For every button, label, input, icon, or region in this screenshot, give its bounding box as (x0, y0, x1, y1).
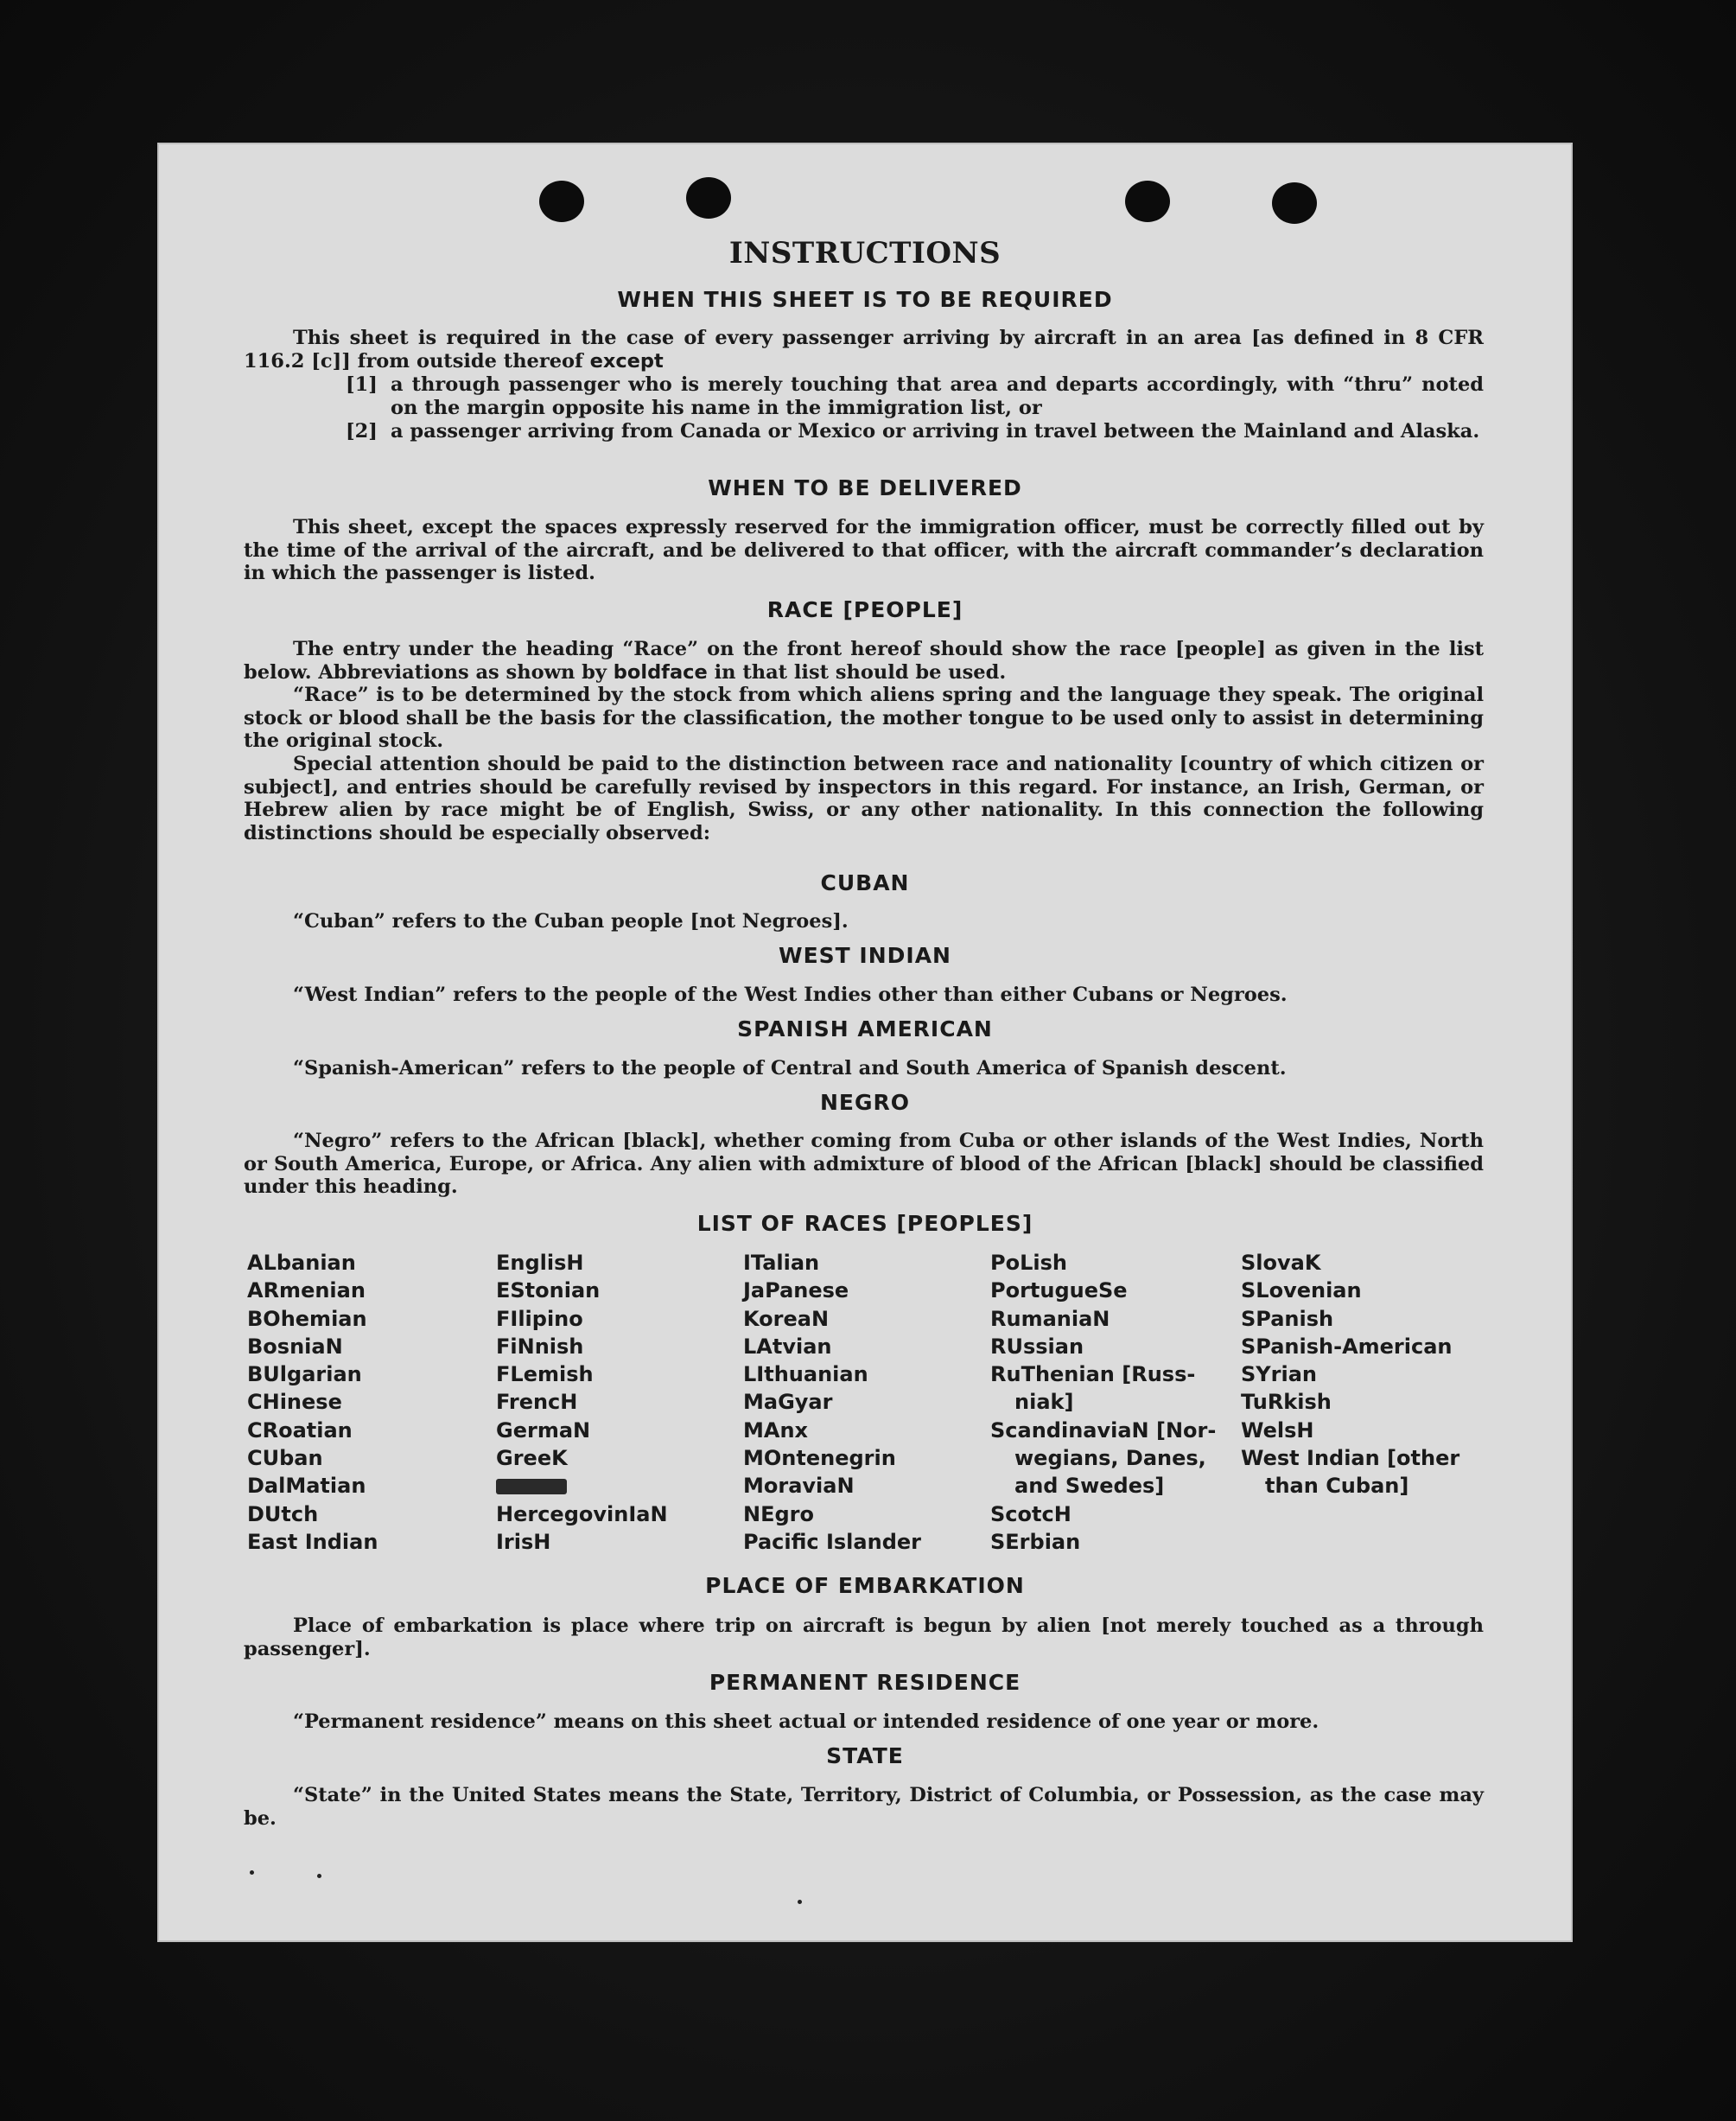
spanish-american-text (244, 1057, 1484, 1080)
race-entry: RuThenian [Russ- (990, 1362, 1196, 1387)
race-entry: GreeK (496, 1446, 568, 1471)
punch-hole (1125, 181, 1170, 222)
races-column-4 (990, 1249, 1216, 1556)
page-title: INSTRUCTIONS (728, 236, 1002, 271)
section-heading-races-list: LIST OF RACES [PEOPLES] (696, 1211, 1033, 1236)
race-paragraph-3 (244, 753, 1484, 844)
races-column-5 (1241, 1249, 1459, 1500)
race-entry: HercegovinIaN (496, 1501, 668, 1526)
race-entry: MOntenegrin (743, 1446, 896, 1471)
race-entry: niak] (1014, 1390, 1074, 1415)
race-entry: than Cuban] (1265, 1474, 1409, 1499)
race-entry: PoLish (990, 1251, 1067, 1275)
race-entry: SPanish (1241, 1306, 1334, 1331)
required-intro-text: This sheet is required in the case of every passenger arriving by aircraft in an area [as defined in 8 CFR 116.2 [c]] from outside thereof (244, 327, 1484, 373)
race-entry: LAtvian (743, 1334, 832, 1359)
state-text (244, 1784, 1484, 1830)
race-entry: FrencH (496, 1390, 578, 1415)
race-entry: CRoatian (247, 1417, 353, 1443)
race-entry: GermaN (496, 1417, 591, 1443)
section-heading-spanish-american: SPANISH AMERICAN (737, 1016, 993, 1041)
races-column-1 (247, 1249, 378, 1556)
race-paragraph-1 (244, 638, 1484, 684)
race-entry: SErbian (990, 1529, 1081, 1554)
punch-hole (539, 181, 584, 222)
race-entry: ScandinaviaN [Nor- (990, 1417, 1217, 1443)
race-entry: CHinese (247, 1390, 342, 1415)
negro-body: “Negro” refers to the African [black], whether coming from Cuba or other islands of the West Indies, North or South America, Europe, or Africa. Any alien with admixture of blood of the African [black] should be classified under this heading. (244, 1130, 1484, 1199)
instruction-sheet (157, 143, 1573, 1942)
dust-speck (250, 1870, 254, 1875)
race-entry: IrisH (496, 1529, 551, 1554)
race-entry: SYrian (1241, 1362, 1318, 1387)
race-entry: PortugueSe (990, 1278, 1128, 1303)
race-entry: CUban (247, 1446, 323, 1471)
item-text: a through passenger who is merely touching that area and departs accordingly, with “thru” noted on the margin opposite his name in the immigration list, or (391, 373, 1484, 419)
redaction-mark (496, 1479, 567, 1494)
item-number: [1] (346, 373, 378, 396)
section-heading-negro: NEGRO (819, 1090, 911, 1115)
section-heading-cuban: CUBAN (820, 870, 910, 895)
race-entry: KoreaN (743, 1306, 830, 1331)
section-heading-race: RACE [PEOPLE] (766, 597, 963, 622)
race-entry: EStonian (496, 1278, 601, 1303)
delivered-body: This sheet, except the spaces expressly reserved for the immigration officer, must be correctly filled out by the time of the arrival of the aircraft, and be delivered to that officer, with the aircraft commander’s declaration in which the passenger is listed. (244, 516, 1484, 585)
race-entry: LIthuanian (743, 1362, 868, 1387)
state-body: “State” in the United States means the State, Territory, District of Columbia, or Possession, as the case may be. (244, 1784, 1484, 1830)
race-entry: NEgro (743, 1501, 814, 1526)
race-entry: and Swedes] (1014, 1474, 1165, 1499)
punch-hole (1272, 182, 1317, 224)
race-entry: BosniaN (247, 1334, 343, 1359)
race-entry: MoraviaN (743, 1474, 855, 1499)
punch-hole (686, 177, 731, 219)
race-entry: SPanish-American (1241, 1334, 1453, 1359)
race-paragraph-2 (244, 684, 1484, 753)
race-entry: BOhemian (247, 1306, 367, 1331)
race-p3-text: Special attention should be paid to the distinction between race and nationality [country of which citizen or subject], and entries should be carefully revised by inspectors in this regard. For instance, an Irish, German, or Hebrew alien by race might be of English, Swiss, or any other nationality. In this connection the following distinctions should be especially observed: (244, 753, 1484, 844)
race-entry: RUssian (990, 1334, 1084, 1359)
race-entry: FIlipino (496, 1306, 583, 1331)
races-list (247, 1249, 1500, 1554)
race-entry: FLemish (496, 1362, 594, 1387)
race-p1-keyword: boldface (613, 660, 708, 684)
dust-speck (317, 1874, 321, 1878)
section-heading-required: WHEN THIS SHEET IS TO BE REQUIRED (617, 287, 1113, 312)
race-entry: East Indian (247, 1529, 378, 1554)
race-entry: EnglisH (496, 1251, 584, 1275)
section-heading-delivered: WHEN TO BE DELIVERED (708, 475, 1022, 500)
race-entry: ALbanian (247, 1251, 356, 1275)
race-entry: SLovenian (1241, 1278, 1362, 1303)
race-entry: West Indian [other (1241, 1446, 1460, 1471)
section-heading-west-indian: WEST INDIAN (779, 943, 951, 968)
cuban-body: “Cuban” refers to the Cuban people [not Negroes]. (293, 910, 849, 933)
residence-text (244, 1710, 1484, 1734)
delivered-text (244, 516, 1484, 585)
race-entry: DalMatian (247, 1474, 366, 1499)
race-entry: RumaniaN (990, 1306, 1110, 1331)
item-text: a passenger arriving from Canada or Mexico or arriving in travel between the Mainland and Alaska. (391, 420, 1480, 443)
race-entry: MaGyar (743, 1390, 833, 1415)
redacted-entry (496, 1472, 668, 1500)
west-indian-body: “West Indian” refers to the people of the West Indies other than either Cubans or Negroes. (293, 984, 1288, 1006)
race-entry: ARmenian (247, 1278, 366, 1303)
race-entry: ScotcH (990, 1501, 1071, 1526)
west-indian-text (244, 984, 1484, 1007)
race-p2-text: “Race” is to be determined by the stock from which aliens spring and the language they speak. The original stock or blood shall be the basis for the classification, the mother tongue to be used only to assist in determining the original stock. (244, 684, 1484, 753)
race-p1-text-end: in that list should be used. (714, 660, 1007, 684)
race-entry: DUtch (247, 1501, 319, 1526)
required-item-1 (346, 373, 1484, 419)
race-entry: BUlgarian (247, 1362, 362, 1387)
race-entry: SlovaK (1241, 1251, 1321, 1275)
embarkation-body: Place of embarkation is place where trip on aircraft is begun by alien [not merely touched as a through passenger]. (244, 1615, 1484, 1660)
cuban-text (244, 910, 1484, 933)
section-heading-state: STATE (826, 1743, 904, 1768)
item-number: [2] (346, 420, 378, 443)
dust-speck (798, 1900, 802, 1904)
required-intro (244, 327, 1484, 373)
races-column-2 (496, 1249, 668, 1556)
race-entry: FiNnish (496, 1334, 584, 1359)
races-column-3 (743, 1249, 921, 1556)
race-entry: wegians, Danes, (1014, 1446, 1206, 1471)
embarkation-text (244, 1615, 1484, 1660)
spanish-american-body: “Spanish-American” refers to the people of Central and South America of Spanish descent. (293, 1057, 1287, 1080)
required-item-2 (346, 420, 1484, 443)
race-p1-text: The entry under the heading “Race” on the front hereof should show the race [people] as given in the list below. Abbreviations as shown by (244, 638, 1484, 684)
race-entry: Pacific Islander (743, 1529, 921, 1554)
section-heading-embarkation: PLACE OF EMBARKATION (705, 1573, 1025, 1598)
race-entry: MAnx (743, 1417, 809, 1443)
race-entry: JaPanese (743, 1278, 849, 1303)
race-entry: WelsH (1241, 1417, 1314, 1443)
negro-text (244, 1130, 1484, 1199)
required-intro-keyword: except (589, 349, 664, 373)
race-entry: TuRkish (1241, 1390, 1332, 1415)
section-heading-residence: PERMANENT RESIDENCE (709, 1670, 1021, 1695)
residence-body: “Permanent residence” means on this sheet actual or intended residence of one year or more. (293, 1710, 1319, 1733)
race-entry: ITalian (743, 1251, 820, 1275)
